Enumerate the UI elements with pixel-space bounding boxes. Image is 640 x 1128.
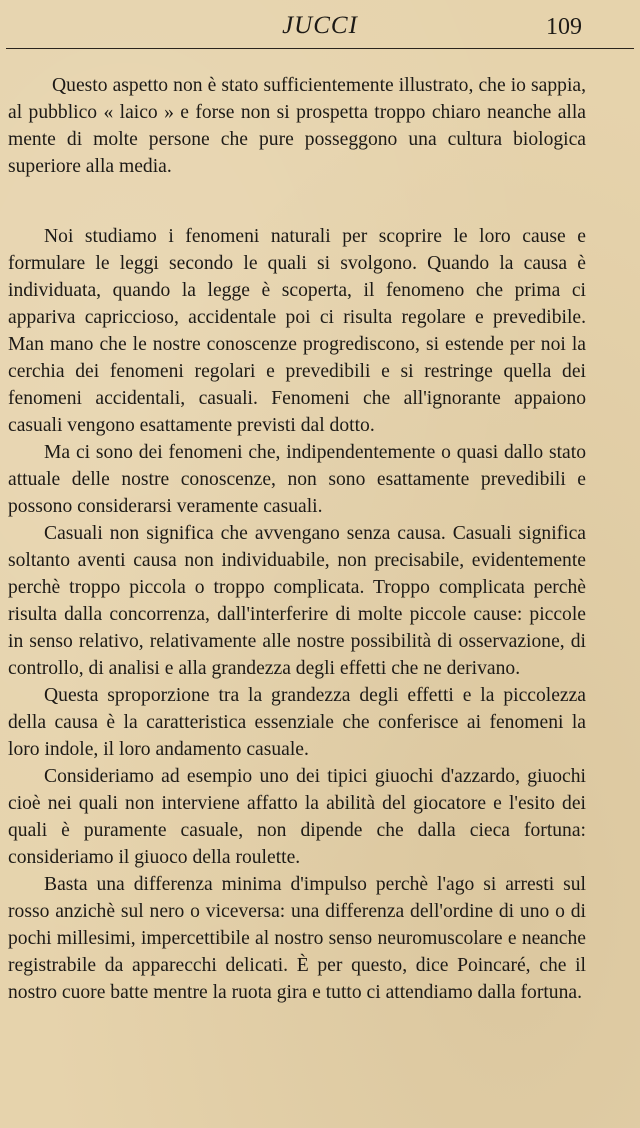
- running-title: JUCCI: [282, 12, 358, 39]
- paragraph-5: Questa sproporzione tra la grandezza degli effetti e la piccolezza della causa è la caratteristica essenziale che conferisce ai fenomeni la loro indole, il loro andamento casuale.: [8, 685, 586, 760]
- main-text-block: [8, 223, 586, 1006]
- paragraph-4: Casuali non significa che avvengano senza causa. Casuali significa soltanto aventi causa non individuabile, non precisabile, evidentemente perchè troppo piccola o troppo complicata. Troppo complicata perchè risulta dalla concorrenza, dall'interferire di molte piccole cause: piccole in senso relativo, relativamente alle nostre possibilità di osservazione, di controllo, di analisi e alla grandezza degli effetti che ne derivano.: [8, 523, 586, 679]
- paragraph-6: Consideriamo ad esempio uno dei tipici giuochi d'azzardo, giuochi cioè nei quali non interviene affatto la abilità del giocatore e l'esito dei quali è puramente casuale, non dipende che dalla cieca fortuna: consideriamo il giuoco della roulette.: [8, 766, 586, 868]
- page-header: [6, 12, 634, 49]
- paragraph-3: Ma ci sono dei fenomeni che, indipendentemente o quasi dallo stato attuale delle nostre conoscenze, non sono esattamente prevedibili e possono considerarsi veramente casuali.: [8, 442, 586, 517]
- opening-paragraph-block: [8, 72, 586, 180]
- page-number: 109: [546, 14, 582, 40]
- paragraph-7: Basta una differenza minima d'impulso perchè l'ago si arresti sul rosso anzichè sul nero o viceversa: una differenza dell'ordine di uno o di pochi millesimi, impercettibile al nostro senso neuromuscolare e neanche registrabile da apparecchi delicati. È per questo, dice Poincaré, che il nostro cuore batte mentre la ruota gira e tutto ci attendiamo dalla fortuna.: [8, 874, 586, 1003]
- paragraph-1: Questo aspetto non è stato sufficientemente illustrato, che io sappia, al pubblico « laico » e forse non si prospetta troppo chiaro neanche alla mente di molte persone che pure posseggono una cultura biologica superiore alla media.: [8, 75, 586, 177]
- paragraph-2: Noi studiamo i fenomeni naturali per scoprire le loro cause e formulare le leggi secondo le quali si svolgono. Quando la causa è individuata, quando la legge è scoperta, il fenomeno che prima ci appariva capriccioso, accidentale poi ci risulta regolare e prevedibile. Man mano che le nostre conoscenze progrediscono, si estende per noi la cerchia dei fenomeni regolari e prevedibili e si restringe quella dei fenomeni accidentali, casuali. Fenomeni che all'ignorante appaiono casuali vengono esattamente previsti dal dotto.: [8, 226, 586, 436]
